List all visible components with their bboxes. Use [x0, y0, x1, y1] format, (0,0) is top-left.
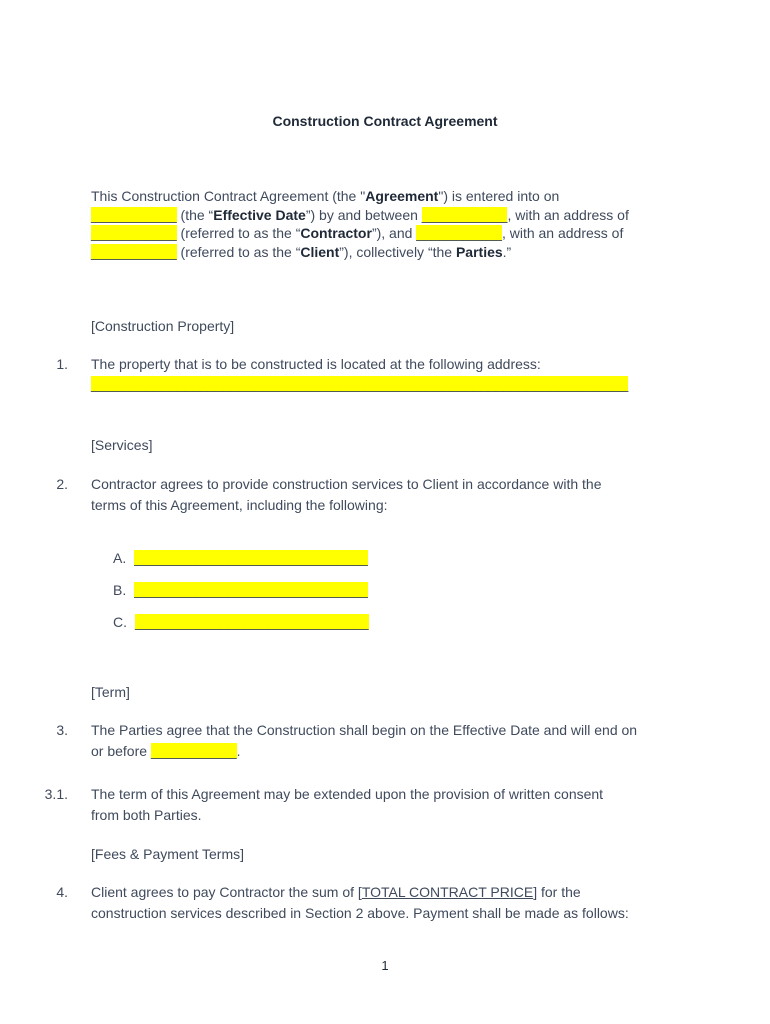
- section-heading-services: [Services]: [91, 437, 153, 453]
- section-heading-term: [Term]: [91, 684, 130, 700]
- property-address-blank[interactable]: _____________________________________________________________________: [91, 376, 629, 392]
- client-name-blank[interactable]: ___________: [416, 225, 502, 241]
- item-4: Client agrees to pay Contractor the sum of [TOTAL CONTRACT PRICE] for the construction services described in Section 2 above. Payment shall be made as follows:: [91, 884, 629, 921]
- section-heading-property: [Construction Property]: [91, 318, 235, 334]
- service-b-blank[interactable]: ______________________________: [134, 582, 368, 598]
- service-item-c: C. ______________________________: [113, 614, 369, 630]
- contractor-name-blank[interactable]: ___________: [421, 206, 508, 223]
- service-a-blank[interactable]: ______________________________: [134, 550, 368, 566]
- item-number-3: 3.: [56, 722, 68, 738]
- intro-line-4: ___________ (referred to as the “Client”), collectively “the Parties.”: [91, 243, 512, 260]
- contractor-address-blank[interactable]: ___________: [91, 225, 177, 241]
- item-3-1: The term of this Agreement may be extended upon the provision of written consent from both Parties.: [91, 786, 604, 823]
- intro-line-2: ___________ (the “Effective Date”) by and between ___________, with an address of: [91, 206, 629, 223]
- item-number-1: 1.: [56, 356, 68, 372]
- item-number-3-1: 3.1.: [44, 786, 68, 802]
- item-number-4: 4.: [56, 884, 68, 900]
- total-contract-price-placeholder[interactable]: TOTAL CONTRACT PRICE: [361, 884, 534, 900]
- page-number: 1: [381, 958, 389, 973]
- item-1: The property that is to be constructed is located at the following address: _____________________________________________________________________: [91, 356, 629, 392]
- service-item-b: B. ______________________________: [113, 582, 368, 598]
- end-date-blank[interactable]: ___________: [150, 743, 237, 759]
- effective-date-blank[interactable]: ___________: [91, 206, 177, 223]
- item-number-2: 2.: [56, 476, 68, 492]
- intro-line-1: This Construction Contract Agreement (the "Agreement") is entered into on: [91, 188, 560, 204]
- item-2: Contractor agrees to provide construction services to Client in accordance with the terms of this Agreement, including the following:: [91, 476, 602, 513]
- client-address-blank[interactable]: ___________: [91, 243, 177, 260]
- service-c-blank[interactable]: ______________________________: [135, 614, 369, 630]
- item-3: The Parties agree that the Construction shall begin on the Effective Date and will end on or before ___________.: [91, 722, 638, 759]
- service-item-a: A. ______________________________: [113, 550, 368, 566]
- document-title: Construction Contract Agreement: [272, 113, 498, 129]
- section-heading-fees: [Fees & Payment Terms]: [91, 846, 245, 862]
- intro-paragraph: [91, 187, 691, 261]
- intro-line-3: ___________ (referred to as the “Contractor”), and ___________, with an address of: [91, 225, 624, 241]
